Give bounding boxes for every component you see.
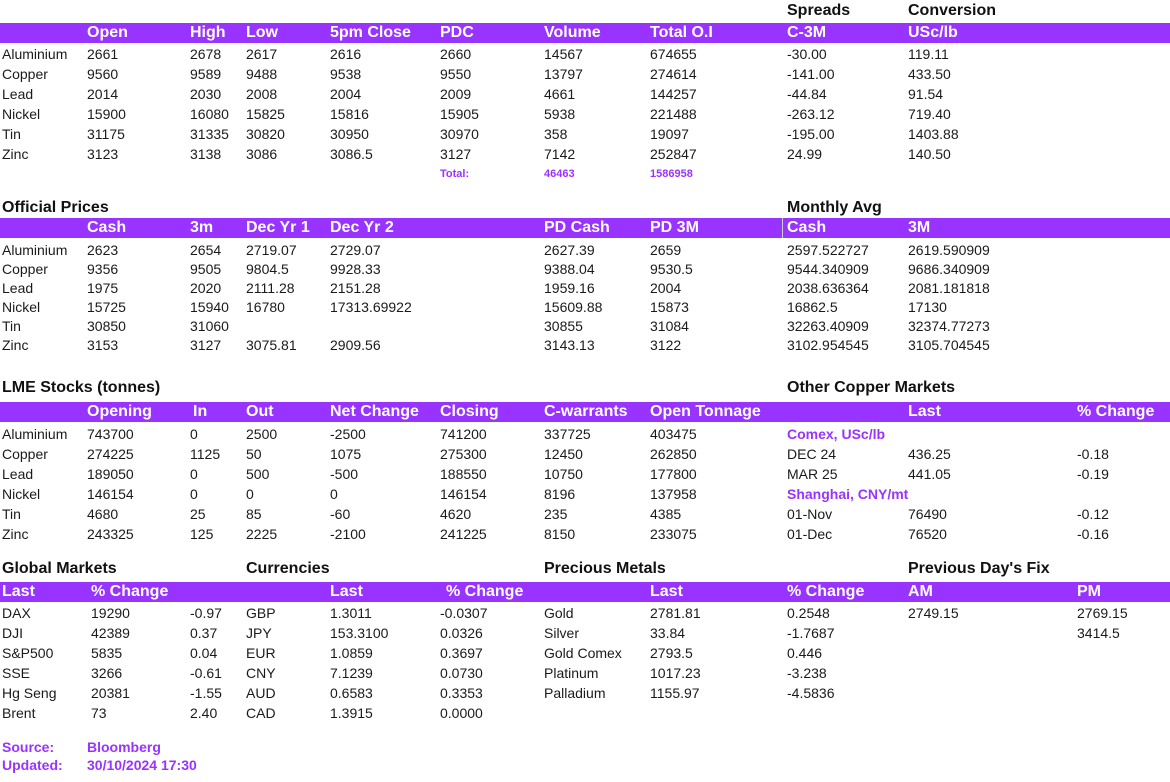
table-cell: 436.25: [908, 446, 951, 462]
table-cell: 2781.81: [650, 605, 701, 621]
row-label: Copper: [2, 66, 48, 82]
table-cell: 20381: [91, 685, 130, 701]
table-cell: 15940: [190, 299, 229, 315]
table-cell: 17313.69922: [330, 299, 412, 315]
updated-value: 30/10/2024 17:30: [87, 757, 197, 773]
table-cell: 9686.340909: [908, 261, 990, 277]
table-cell: 2660: [440, 46, 472, 62]
table-cell: 9488: [246, 66, 278, 82]
table-cell: 0.37: [190, 625, 218, 641]
contract-label: DEC 24: [787, 446, 837, 462]
table-cell: 2659: [650, 242, 682, 258]
table-cell: 4680: [87, 506, 119, 522]
row-label: Zinc: [2, 146, 29, 162]
table-cell: -2500: [330, 426, 366, 442]
table-cell: 73: [91, 705, 107, 721]
row-label: Aluminium: [2, 242, 68, 258]
row-label: EUR: [246, 645, 276, 661]
contract-label: 01-Nov: [787, 506, 833, 522]
column-header: C-3M: [787, 24, 827, 41]
table-cell: 241225: [440, 526, 487, 542]
table-cell: 2617: [246, 46, 278, 62]
table-cell: -0.16: [1077, 526, 1109, 542]
row-label: Copper: [2, 261, 48, 277]
column-header: % Change: [1077, 403, 1155, 420]
column-header: Last: [650, 583, 683, 600]
row-label: SSE: [2, 665, 31, 681]
row-label: Gold: [544, 605, 574, 621]
row-label: Lead: [2, 466, 34, 482]
row-label: Zinc: [2, 337, 29, 353]
column-header: Cash: [787, 219, 827, 236]
table-cell: 274225: [87, 446, 134, 462]
table-cell: 31060: [190, 318, 229, 334]
conversion-title: Conversion: [908, 2, 997, 19]
table-cell: 403475: [650, 426, 697, 442]
table-cell: 17130: [908, 299, 947, 315]
table-cell: 2749.15: [908, 605, 959, 621]
table-cell: 0: [330, 486, 338, 502]
table-cell: 0: [190, 426, 198, 442]
row-label: CAD: [246, 705, 276, 721]
column-header: 5pm Close: [330, 24, 411, 41]
table-cell: 24.99: [787, 146, 823, 162]
row-label: Nickel: [2, 106, 41, 122]
table-cell: 2081.181818: [908, 280, 990, 296]
contract-label: MAR 25: [787, 466, 838, 482]
column-header: Dec Yr 2: [330, 219, 394, 236]
table-cell: 719.40: [908, 106, 951, 122]
previous-fix-title: Previous Day's Fix: [908, 560, 1050, 577]
table-cell: 19097: [650, 126, 689, 142]
column-header: Total O.I: [650, 24, 713, 41]
table-cell: -0.12: [1077, 506, 1109, 522]
source-value: Bloomberg: [87, 739, 161, 755]
table-cell: 0.3353: [440, 685, 483, 701]
table-cell: 2225: [246, 526, 278, 542]
table-cell: 0: [246, 486, 254, 502]
table-cell: 5938: [544, 106, 576, 122]
table-cell: 2793.5: [650, 645, 693, 661]
table-cell: 3127: [440, 146, 472, 162]
table-cell: 153.3100: [330, 625, 389, 641]
table-cell: 3123: [87, 146, 119, 162]
table-cell: 15873: [650, 299, 689, 315]
table-cell: 7142: [544, 146, 576, 162]
table-cell: 13797: [544, 66, 583, 82]
row-label: Hg Seng: [2, 685, 57, 701]
table-cell: -0.19: [1077, 466, 1109, 482]
table-cell: 243325: [87, 526, 134, 542]
table-cell: 3127: [190, 337, 222, 353]
table-cell: 2597.522727: [787, 242, 869, 258]
column-header: Opening: [87, 403, 152, 420]
table-cell: 30970: [440, 126, 479, 142]
column-divider: [782, 218, 783, 238]
official-prices-title: Official Prices: [2, 199, 109, 216]
table-cell: -0.0307: [440, 605, 488, 621]
table-cell: 76490: [908, 506, 947, 522]
table-cell: -1.55: [190, 685, 222, 701]
table-cell: 9538: [330, 66, 362, 82]
table-cell: 146154: [87, 486, 134, 502]
table-cell: 15825: [246, 106, 285, 122]
row-label: Tin: [2, 126, 21, 142]
table-cell: -1.7687: [787, 625, 835, 641]
table-cell: 4620: [440, 506, 472, 522]
table-cell: -0.97: [190, 605, 222, 621]
table-cell: 5835: [91, 645, 123, 661]
table-cell: 85: [246, 506, 262, 522]
table-cell: 9356: [87, 261, 119, 277]
row-label: S&P500: [2, 645, 54, 661]
table-cell: 19290: [91, 605, 130, 621]
market-group-label: Comex, USc/lb: [787, 426, 886, 442]
table-cell: 2030: [190, 86, 222, 102]
table-cell: 91.54: [908, 86, 944, 102]
table-cell: 2.40: [190, 705, 218, 721]
table-cell: 42389: [91, 625, 130, 641]
table-cell: 2619.590909: [908, 242, 990, 258]
table-cell: -263.12: [787, 106, 835, 122]
table-cell: 262850: [650, 446, 697, 462]
table-cell: 9388.04: [544, 261, 595, 277]
row-label: Nickel: [2, 486, 41, 502]
table-cell: -141.00: [787, 66, 835, 82]
table-cell: 33.84: [650, 625, 686, 641]
row-label: Copper: [2, 446, 48, 462]
table-cell: 3122: [650, 337, 682, 353]
table-cell: 9544.340909: [787, 261, 869, 277]
table-cell: 144257: [650, 86, 697, 102]
currencies-title: Currencies: [246, 560, 330, 577]
markets-header-band: [0, 582, 1170, 602]
column-header: Out: [246, 403, 274, 420]
table-cell: 3075.81: [246, 337, 297, 353]
table-cell: 358: [544, 126, 568, 142]
table-cell: 189050: [87, 466, 134, 482]
table-cell: 12450: [544, 446, 583, 462]
row-label: Nickel: [2, 299, 41, 315]
table-cell: 3138: [190, 146, 222, 162]
table-cell: 2500: [246, 426, 278, 442]
table-cell: 2014: [87, 86, 119, 102]
table-cell: -500: [330, 466, 359, 482]
table-cell: 1959.16: [544, 280, 595, 296]
row-label: DJI: [2, 625, 23, 641]
row-label: AUD: [246, 685, 276, 701]
table-cell: 743700: [87, 426, 134, 442]
table-cell: 0: [190, 486, 198, 502]
row-label: Tin: [2, 318, 21, 334]
row-label: Platinum: [544, 665, 599, 681]
table-cell: -30.00: [787, 46, 827, 62]
monthly-avg-title: Monthly Avg: [787, 199, 882, 216]
column-header: % Change: [91, 583, 169, 600]
table-cell: 2008: [246, 86, 278, 102]
column-header: PM: [1077, 583, 1101, 600]
table-cell: 2729.07: [330, 242, 381, 258]
table-cell: 15609.88: [544, 299, 603, 315]
column-header: Low: [246, 24, 278, 41]
table-cell: 235: [544, 506, 568, 522]
table-cell: 30855: [544, 318, 583, 334]
table-cell: 2111.28: [246, 280, 295, 296]
table-cell: 8150: [544, 526, 576, 542]
table-cell: -44.84: [787, 86, 827, 102]
table-cell: -60: [330, 506, 351, 522]
table-cell: 7.1239: [330, 665, 373, 681]
table-cell: 1125: [190, 446, 221, 462]
table-cell: 3086.5: [330, 146, 373, 162]
row-label: JPY: [246, 625, 272, 641]
table-cell: 3414.5: [1077, 625, 1120, 641]
table-cell: 31175: [87, 126, 125, 142]
column-header: 3m: [190, 219, 214, 236]
table-cell: 275300: [440, 446, 487, 462]
row-label: Lead: [2, 86, 34, 102]
market-group-label: Shanghai, CNY/mt: [787, 486, 909, 502]
table-cell: 2627.39: [544, 242, 595, 258]
table-cell: 0.0000: [440, 705, 483, 721]
table-cell: 3105.704545: [908, 337, 990, 353]
table-cell: 0.6583: [330, 685, 373, 701]
table-cell: 252847: [650, 146, 697, 162]
table-cell: 1975: [87, 280, 119, 296]
table-cell: 3153: [87, 337, 119, 353]
table-cell: 2661: [87, 46, 119, 62]
table-cell: 140.50: [908, 146, 951, 162]
table-cell: -0.61: [190, 665, 222, 681]
table-cell: 1403.88: [908, 126, 959, 142]
table-cell: -0.18: [1077, 446, 1109, 462]
column-header: 3M: [908, 219, 931, 236]
row-label: Brent: [2, 705, 36, 721]
row-label: GBP: [246, 605, 276, 621]
table-cell: 119.11: [908, 46, 949, 62]
table-cell: 1.0859: [330, 645, 373, 661]
table-cell: 1075: [330, 446, 362, 462]
table-cell: 674655: [650, 46, 697, 62]
table-cell: 1.3915: [330, 705, 373, 721]
table-cell: 1155.97: [650, 685, 700, 701]
column-header: % Change: [787, 583, 865, 600]
column-header: PD 3M: [650, 219, 699, 236]
table-cell: 125: [190, 526, 214, 542]
table-cell: 30820: [246, 126, 285, 142]
total-volume: 46463: [544, 168, 575, 180]
table-cell: 1.3011: [330, 605, 372, 621]
updated-label: Updated:: [2, 757, 63, 773]
precious-metals-title: Precious Metals: [544, 560, 666, 577]
table-cell: 9804.5: [246, 261, 289, 277]
column-header: Open Tonnage: [650, 403, 761, 420]
table-cell: 2004: [650, 280, 682, 296]
table-cell: 0.04: [190, 645, 218, 661]
column-header: Net Change: [330, 403, 419, 420]
column-header: Volume: [544, 24, 601, 41]
table-cell: 16862.5: [787, 299, 838, 315]
lme-stocks-title: LME Stocks (tonnes): [2, 379, 161, 396]
table-cell: 188550: [440, 466, 487, 482]
table-cell: 31084: [650, 318, 689, 334]
column-header: Last: [908, 403, 941, 420]
column-header: AM: [908, 583, 933, 600]
table-cell: 233075: [650, 526, 697, 542]
table-cell: 9928.33: [330, 261, 381, 277]
column-header: Last: [2, 583, 35, 600]
table-cell: 2678: [190, 46, 222, 62]
table-cell: 3102.954545: [787, 337, 869, 353]
table-cell: 31335: [190, 126, 229, 142]
table-cell: 50: [246, 446, 262, 462]
table-cell: 9560: [87, 66, 119, 82]
column-header: C-warrants: [544, 403, 628, 420]
table-cell: 2719.07: [246, 242, 297, 258]
row-label: Gold Comex: [544, 645, 622, 661]
table-cell: 2151.28: [330, 280, 381, 296]
table-cell: 15905: [440, 106, 479, 122]
table-cell: 3266: [91, 665, 123, 681]
column-header: Closing: [440, 403, 499, 420]
table-cell: 0: [190, 466, 198, 482]
row-label: Aluminium: [2, 426, 68, 442]
column-header: USc/lb: [908, 24, 958, 41]
table-cell: 1017.23: [650, 665, 701, 681]
contract-label: 01-Dec: [787, 526, 833, 542]
column-header: In: [193, 403, 208, 420]
table-cell: 337725: [544, 426, 591, 442]
table-cell: 2769.15: [1077, 605, 1128, 621]
table-cell: 16780: [246, 299, 285, 315]
table-cell: 9589: [190, 66, 222, 82]
table-cell: 9550: [440, 66, 472, 82]
table-cell: 30850: [87, 318, 126, 334]
spreads-title: Spreads: [787, 2, 851, 19]
column-header: PDC: [440, 24, 474, 41]
table-cell: 500: [246, 466, 270, 482]
column-header: High: [190, 24, 226, 41]
column-header: Open: [87, 24, 128, 41]
table-cell: 4661: [544, 86, 576, 102]
table-cell: 441.05: [908, 466, 951, 482]
table-cell: 16080: [190, 106, 229, 122]
table-cell: 137958: [650, 486, 697, 502]
source-label: Source:: [2, 739, 55, 755]
table-cell: 8196: [544, 486, 576, 502]
table-cell: -3.238: [787, 665, 827, 681]
column-header: % Change: [446, 583, 524, 600]
row-label: Lead: [2, 280, 34, 296]
other-copper-title: Other Copper Markets: [787, 379, 956, 396]
table-cell: -2100: [330, 526, 366, 542]
table-cell: 15725: [87, 299, 126, 315]
table-cell: 0.446: [787, 645, 823, 661]
table-cell: 10750: [544, 466, 583, 482]
table-cell: -195.00: [787, 126, 835, 142]
row-label: Tin: [2, 506, 21, 522]
table-cell: 32263.40909: [787, 318, 869, 334]
table-cell: 146154: [440, 486, 487, 502]
table-cell: 0.3697: [440, 645, 483, 661]
column-header: Cash: [87, 219, 127, 236]
table-cell: 274614: [650, 66, 697, 82]
table-cell: 2009: [440, 86, 472, 102]
column-header: Dec Yr 1: [246, 219, 310, 236]
total-oi: 1586958: [650, 168, 693, 180]
table-cell: 2616: [330, 46, 362, 62]
table-cell: 221488: [650, 106, 697, 122]
table-cell: 2020: [190, 280, 222, 296]
table-cell: 14567: [544, 46, 583, 62]
table-cell: 0.0326: [440, 625, 483, 641]
table-cell: -4.5836: [787, 685, 835, 701]
table-cell: 9530.5: [650, 261, 693, 277]
table-cell: 3143.13: [544, 337, 595, 353]
table-cell: 2623: [87, 242, 119, 258]
row-label: Silver: [544, 625, 580, 641]
table-cell: 9505: [190, 261, 222, 277]
column-header: Last: [330, 583, 363, 600]
table-cell: 2654: [190, 242, 222, 258]
row-label: Zinc: [2, 526, 29, 542]
table-cell: 177800: [650, 466, 697, 482]
table-cell: 433.50: [908, 66, 951, 82]
table-cell: 76520: [908, 526, 947, 542]
row-label: Aluminium: [2, 46, 68, 62]
table-cell: 25: [190, 506, 206, 522]
table-cell: 4385: [650, 506, 682, 522]
table-cell: 0.0730: [440, 665, 483, 681]
table-cell: 2004: [330, 86, 362, 102]
row-label: DAX: [2, 605, 31, 621]
row-label: CNY: [246, 665, 276, 681]
table-cell: 741200: [440, 426, 487, 442]
table-cell: 15816: [330, 106, 369, 122]
table-cell: 32374.77273: [908, 318, 990, 334]
column-header: PD Cash: [544, 219, 610, 236]
table-cell: 2909.56: [330, 337, 381, 353]
table-cell: 30950: [330, 126, 369, 142]
table-cell: 0.2548: [787, 605, 830, 621]
table-cell: 2038.636364: [787, 280, 869, 296]
total-label: Total:: [440, 168, 470, 180]
row-label: Palladium: [544, 685, 606, 701]
table-cell: 15900: [87, 106, 126, 122]
global-markets-title: Global Markets: [2, 560, 117, 577]
table-cell: 3086: [246, 146, 278, 162]
